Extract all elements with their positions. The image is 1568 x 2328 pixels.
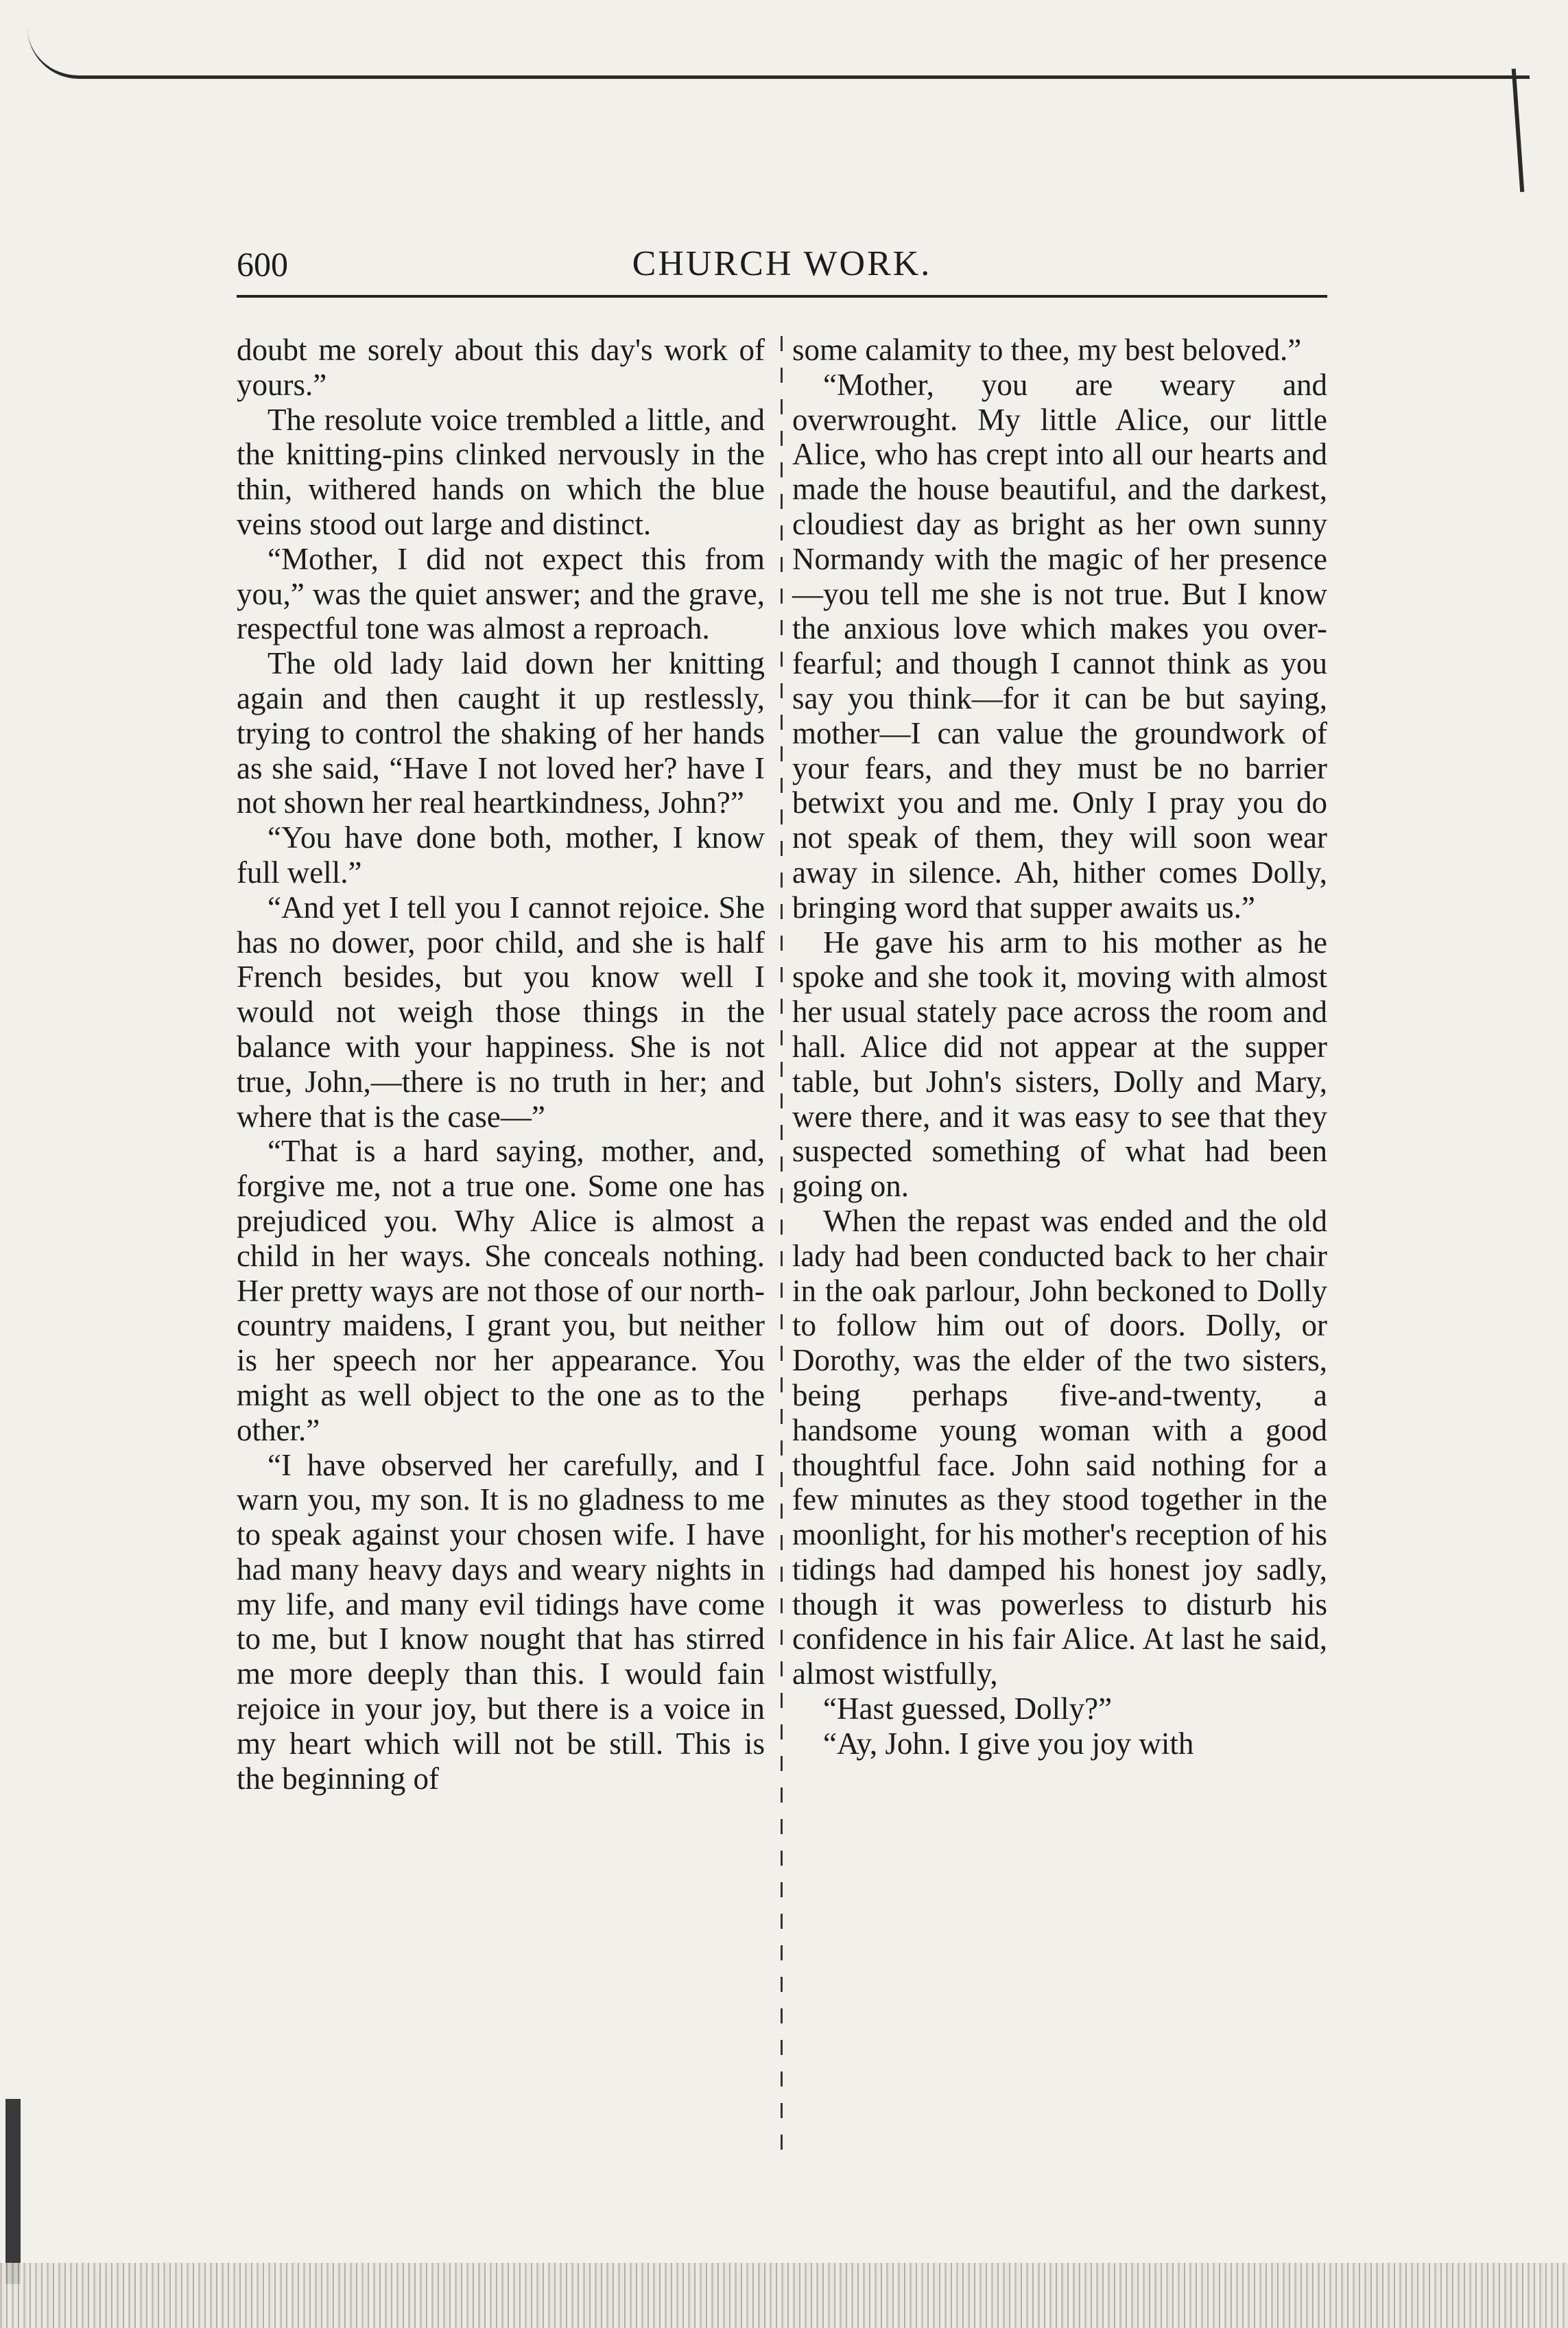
paragraph: “Ay, John. I give you joy with	[823, 1726, 1194, 1761]
paragraph: “Mother, you are weary and overwrought. My little Alice, our little Alice, who has crept into all our hearts and made the house beautiful, and the darkest, cloudiest day as bright as her own sunny Normandy with the magic of her presence—you tell me she is not true. But I know the anxious love which makes you over-fearful; and though I cannot think as you say you think—for it can be but saying, mother—I can value the groundwork of your fears, and they must be no barrier betwixt you and me. Only I pray you do not speak of them, they will soon wear away in silence. Ah, hither comes Dolly, bringing word that supper awaits us.”	[792, 367, 1327, 925]
paragraph: The resolute voice trembled a little, and the knitting-pins clinked nervously in the thin, withered hands on which the blue veins stood out large and distinct.	[237, 402, 765, 541]
scan-bottom-edge	[0, 2263, 1568, 2328]
page-number: 600	[237, 245, 288, 283]
scan-left-mark	[5, 2099, 21, 2284]
paragraph: The old lady laid down her knitting again and then caught it up restlessly, trying to control the shaking of her hands as she said, “Have I not loved her? have I not shown her real heartkindness, John?”	[237, 646, 765, 820]
paragraph: He gave his arm to his mother as he spoke and she took it, moving with almost her usual stately pace across the room and hall. Alice did not appear at the supper table, but John's sisters, Dolly and Mary, were there, and it was easy to see that they suspected something of what had been going on.	[792, 925, 1327, 1204]
paragraph: When the repast was ended and the old lady had been conducted back to her chair in the oak parlour, John beckoned to Dolly to follow him out of doors. Dolly, or Dorothy, was the elder of the two sisters, being perhaps five-and-twenty, a handsome young woman with a good thoughtful face. John said nothing for a few minutes as they stood together in the moonlight, for his mother's reception of his tidings had damped his honest joy sadly, though it was powerless to disturb his confidence in his fair Alice. At last he said, almost wistfully,	[792, 1203, 1327, 1691]
scan-top-edge	[27, 27, 1530, 79]
paragraph: “Mother, I did not expect this from you,” was the quiet answer; and the grave, respectful tone was almost a reproach.	[237, 541, 765, 646]
paragraph: “That is a hard saying, mother, and, forgive me, not a true one. Some one has prejudiced you. Why Alice is almost a child in her ways. She conceals nothing. Her pretty ways are not those of our north-country maidens, I grant you, but neither is her speech nor her appearance. You might as well object to the one as to the other.”	[237, 1134, 765, 1447]
paragraph: “Hast guessed, Dolly?”	[823, 1691, 1113, 1726]
paragraph: “You have done both, mother, I know full well.”	[237, 820, 765, 890]
scan-right-mark	[1512, 69, 1525, 192]
paragraph: some calamity to thee, my best beloved.”	[792, 333, 1302, 367]
left-column	[237, 333, 765, 1796]
running-title: CHURCH WORK.	[632, 244, 932, 283]
paragraph: “I have observed her carefully, and I warn you, my son. It is no gladness to me to speak against your chosen wife. I have had many heavy days and weary nights in my life, and many evil tidings have come to me, but I know nought that has stirred me more deeply than this. I would fain rejoice in your joy, but there is a voice in my heart which will not be still. This is the beginning of	[237, 1447, 765, 1796]
paragraph: doubt me sorely about this day's work of yours.”	[237, 333, 765, 402]
right-column	[792, 333, 1327, 1761]
paragraph: “And yet I tell you I cannot rejoice. She has no dower, poor child, and she is half French besides, but you know well I would not weigh those things in the balance with your happiness. She is not true, John,—there is no truth in her; and where that is the case—”	[237, 890, 765, 1134]
column-divider	[781, 336, 783, 2154]
page-header	[237, 240, 1327, 298]
